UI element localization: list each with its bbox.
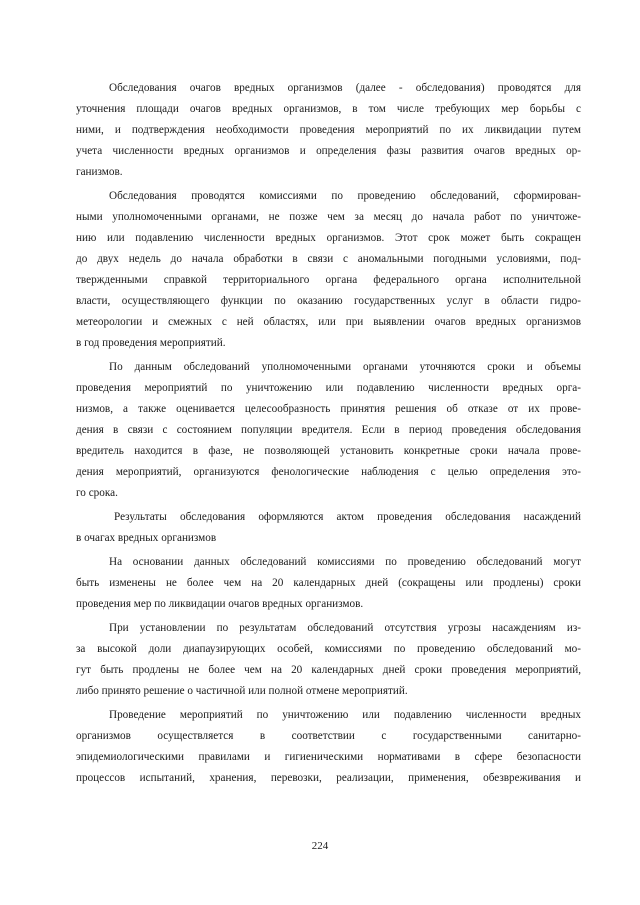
text-line: проведения мероприятий по уничтожению или подавлению численности вредных орга- [76,382,581,394]
paragraph-3 [76,357,581,504]
text-line: ними, и подтверждения необходимости проведения мероприятий по их ликвидации путем [76,124,581,136]
text-line: либо принято решение о частичной или полной отмене мероприятий. [76,685,408,697]
text-line: ными уполномоченными органами, не позже чем за месяц до начала работ по уничтоже- [76,211,581,223]
text-line: уточнения площади очагов вредных организмов, в том числе требующих мер борьбы с [76,103,581,115]
text-line: за высокой доли диапаузирующих особей, комиссиями по проведению обследований мо- [76,643,581,655]
text-line: нию или подавлению численности вредных организмов. Этот срок может быть сокращен [76,232,581,244]
paragraph-4 [76,507,581,549]
text-line: до двух недель до начала обработки в связи с аномальными погодными условиями, под- [76,253,581,265]
text-line: Результаты обследования оформляются актом проведения обследования насаждений [114,511,581,523]
paragraph-2 [76,186,581,354]
text-line: метеорологии и смежных с ней областях, или при выявлении очагов вредных организмов [76,316,581,328]
text-line: гут быть продлены не более чем на 20 календарных дней сроки проведения мероприятий, [76,664,581,676]
text-line: Проведение мероприятий по уничтожению или подавлению численности вредных [109,709,581,721]
text-line: дения в связи с состоянием популяции вредителя. Если в период проведения обследования [76,424,581,436]
text-line: На основании данных обследований комиссиями по проведению обследований могут [109,556,581,568]
text-line: Обследования проводятся комиссиями по проведению обследований, сформирован- [109,190,581,202]
text-line: быть изменены не более чем на 20 календарных дней (сокращены или продлены) сроки [76,577,581,589]
page-number: 224 [311,840,329,852]
paragraph-6 [76,618,581,702]
paragraph-5 [76,552,581,615]
body-text [76,78,581,789]
text-line: твержденными справкой территориального органа федерального органа исполнительной [76,274,581,286]
text-line: низмов, а также оценивается целесообразность принятия решения об отказе от их прове- [76,403,581,415]
text-line: По данным обследований уполномоченными органами уточняются сроки и объемы [109,361,581,373]
text-line: процессов испытаний, хранения, перевозки, реализации, применения, обезвреживания и [76,772,581,784]
text-line: вредитель находится в фазе, не позволяющей установить конкретные сроки начала прове- [76,445,581,457]
text-line: эпидемиологическими правилами и гигиеническими нормативами в сфере безопасности [76,751,581,763]
text-line: учета численности вредных организмов и определения фазы развития очагов вредных ор- [76,145,581,157]
text-line: организмов осуществляется в соответствии с государственными санитарно- [76,730,581,742]
text-line: го срока. [76,487,118,499]
paragraph-1 [76,78,581,183]
text-line: дения мероприятий, организуются фенологические наблюдения с целью определения это- [76,466,581,478]
text-line: в год проведения мероприятий. [76,337,226,349]
text-line: Обследования очагов вредных организмов (далее - обследования) проводятся для [109,82,581,94]
paragraph-7 [76,705,581,789]
text-line: власти, осуществляющего функции по оказанию государственных услуг в области гидро- [76,295,581,307]
text-line: При установлении по результатам обследований отсутствия угрозы насаждениям из- [109,622,581,634]
text-line: в очагах вредных организмов [76,532,217,544]
text-line: проведения мер по ликвидации очагов вредных организмов. [76,598,364,610]
text-line: ганизмов. [76,166,123,178]
